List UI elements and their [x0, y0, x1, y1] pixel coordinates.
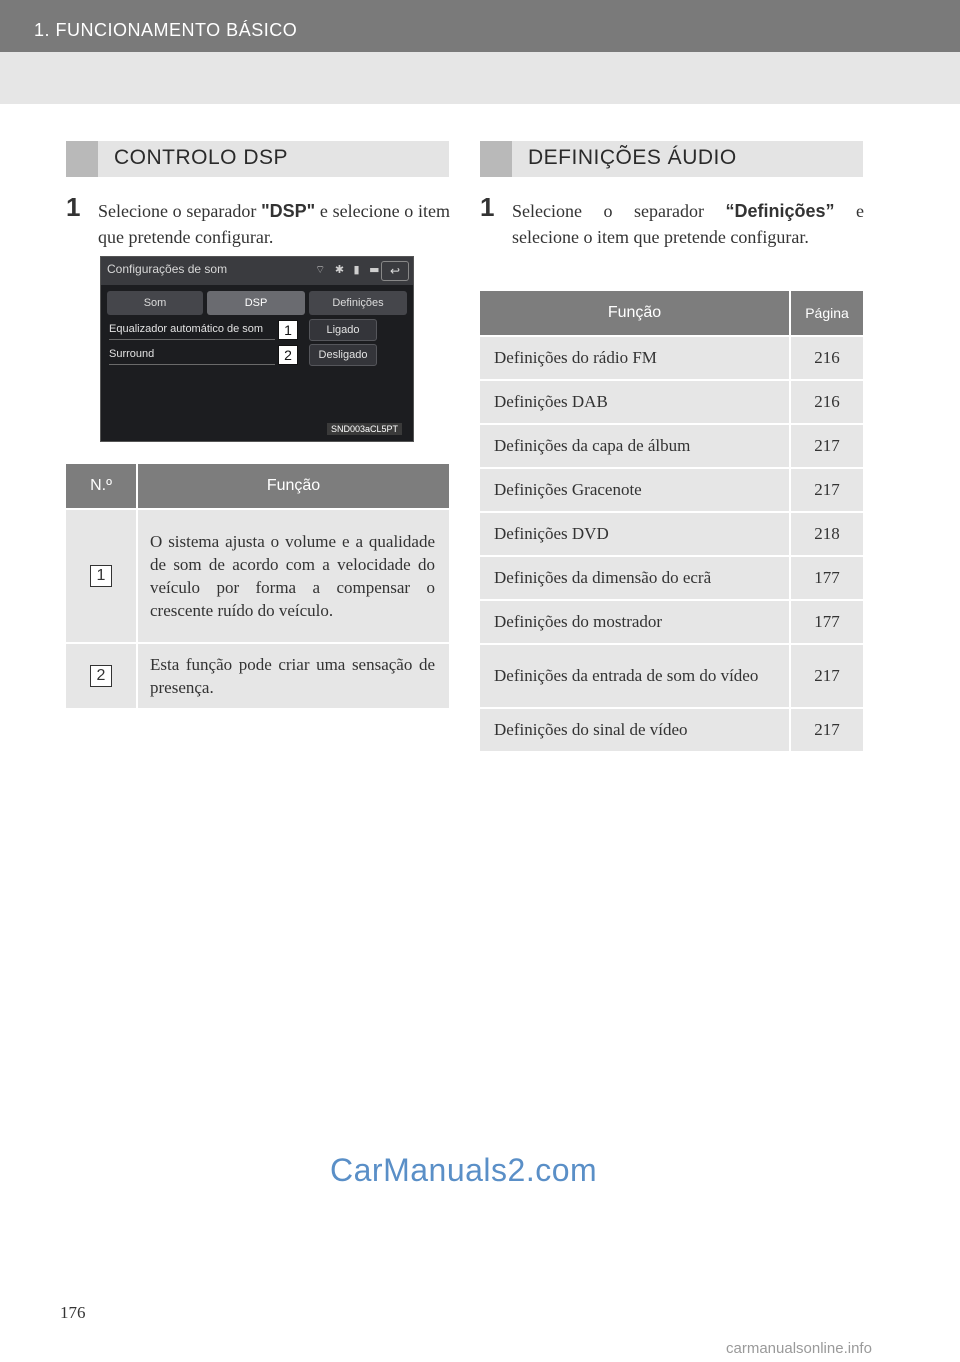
function-cell: Definições Gracenote [480, 468, 790, 512]
section-marker [66, 141, 98, 177]
callout-badge-2: 2 [278, 345, 298, 365]
back-icon[interactable]: ↩ [381, 261, 409, 281]
col-header-num: N.º [66, 464, 137, 509]
table-row [480, 380, 863, 424]
screen-titlebar [101, 257, 413, 285]
num-cell [66, 509, 137, 643]
footer-site: carmanualsonline.info [726, 1340, 872, 1357]
num-cell [66, 643, 137, 708]
row-label-surround[interactable]: Surround [109, 344, 275, 365]
page-cell: 177 [790, 600, 863, 644]
row-label-equalizer[interactable]: Equalizador automático de som [109, 319, 275, 340]
col-header-funcao: Função [137, 464, 449, 509]
number-badge: 1 [90, 565, 112, 587]
table-row [480, 708, 863, 751]
screen-title: Configurações de som [107, 262, 228, 276]
function-cell: Definições da entrada de som do vídeo [480, 644, 790, 708]
table-row [480, 512, 863, 556]
image-code: SND003aCL5PT [327, 423, 402, 435]
dsp-screenshot [100, 256, 414, 442]
page-cell: 217 [790, 708, 863, 751]
step-text: Selecione o separador "DSP" e selecione o item que pretende configurar. [98, 201, 450, 247]
function-description: Esta função pode criar uma sensação de presença. [137, 643, 449, 708]
function-cell: Definições da capa de álbum [480, 424, 790, 468]
header-bar [0, 0, 960, 52]
page-cell: 217 [790, 468, 863, 512]
section-marker [480, 141, 512, 177]
tab-dsp[interactable]: DSP [207, 291, 305, 315]
page-cell: 217 [790, 424, 863, 468]
step-number: 1 [66, 192, 81, 222]
page-cell: 177 [790, 556, 863, 600]
status-icons: ⌔ ✱ ▮ ▬ [315, 263, 383, 276]
watermark-text: CarManuals2.com [330, 1152, 598, 1188]
col-header-funcao: Função [480, 291, 790, 336]
value-ligado[interactable]: Ligado [309, 319, 377, 341]
section-heading-audio [480, 141, 863, 177]
number-badge: 2 [90, 665, 112, 687]
table-row [66, 509, 449, 643]
function-cell: Definições DVD [480, 512, 790, 556]
table-row [480, 336, 863, 380]
table-row [480, 424, 863, 468]
function-cell: Definições da dimensão do ecrã [480, 556, 790, 600]
section-title: CONTROLO DSP [114, 146, 289, 169]
function-cell: Definições do mostrador [480, 600, 790, 644]
step-text: Selecione o separador “Definições” e selecione o item que pretende configurar. [512, 201, 864, 247]
page-cell: 216 [790, 336, 863, 380]
tab-definicoes[interactable]: Definições [309, 291, 407, 315]
step-number: 1 [480, 192, 495, 222]
function-cell: Definições do sinal de vídeo [480, 708, 790, 751]
table-row [480, 644, 863, 708]
table-row [480, 556, 863, 600]
section-title: DEFINIÇÕES ÁUDIO [528, 146, 737, 169]
value-desligado[interactable]: Desligado [309, 344, 377, 366]
col-header-pagina: Página [790, 291, 863, 336]
table-header-row [66, 464, 449, 509]
audio-settings-table [480, 291, 863, 751]
function-cell: Definições do rádio FM [480, 336, 790, 380]
table-header-row [480, 291, 863, 336]
page-cell: 216 [790, 380, 863, 424]
chapter-title: 1. FUNCIONAMENTO BÁSICO [34, 20, 298, 40]
tab-som[interactable]: Som [107, 291, 203, 315]
header-band [0, 52, 960, 104]
page-cell: 217 [790, 644, 863, 708]
table-row [66, 643, 449, 708]
function-cell: Definições DAB [480, 380, 790, 424]
page-number: 176 [60, 1303, 86, 1322]
dsp-table [66, 464, 449, 708]
page-cell: 218 [790, 512, 863, 556]
table-row [480, 468, 863, 512]
section-heading-dsp [66, 141, 449, 177]
callout-badge-1: 1 [278, 320, 298, 340]
table-row [480, 600, 863, 644]
function-description: O sistema ajusta o volume e a qualidade de som de acordo com a velocidade do veículo por forma a compensar o crescente ruído do veículo. [137, 509, 449, 643]
